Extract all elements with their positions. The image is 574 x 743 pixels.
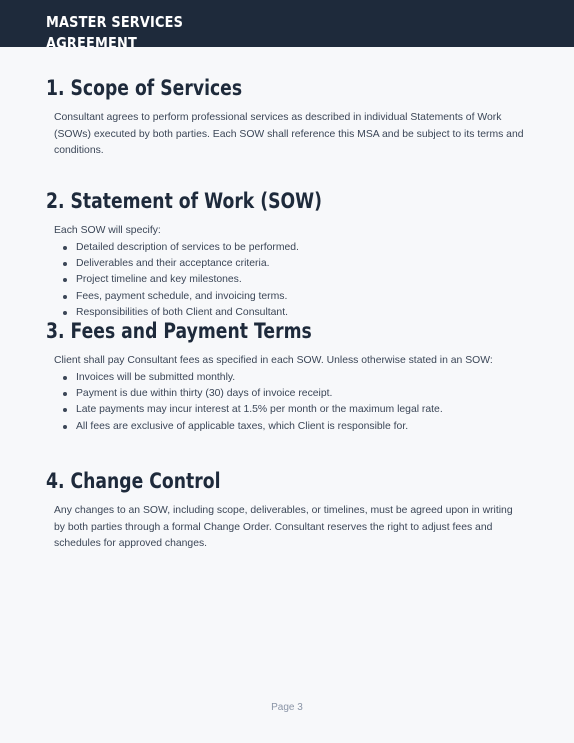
section-fees-and-payment: [46, 317, 526, 435]
bullet-list: [54, 240, 526, 322]
section-heading: 3. Fees and Payment Terms: [46, 319, 312, 343]
list-item: Detailed description of services to be performed.: [54, 240, 526, 256]
section-heading: 1. Scope of Services: [46, 76, 243, 100]
section-heading: 2. Statement of Work (SOW): [46, 189, 323, 213]
bullet-dot-icon: [63, 262, 67, 266]
bullet-list: [54, 370, 526, 436]
list-item: Responsibilities of both Client and Consultant.: [54, 305, 526, 321]
section-change-control: [46, 467, 526, 553]
bullet-dot-icon: [63, 376, 67, 380]
bullet-dot-icon: [63, 295, 67, 299]
bullet-dot-icon: [63, 311, 67, 315]
bullet-dot-icon: [63, 278, 67, 282]
section-paragraph: Consultant agrees to perform professional services as described in individual Statements of Work (SOWs) executed by both parties. Each SOW shall reference this MSA and be subject to its terms and conditions.: [54, 112, 524, 157]
section-paragraph: Any changes to an SOW, including scope, deliverables, or timelines, must be agreed upon in writing by both parties through a formal Change Order. Consultant reserves the right to adjust fees and schedules for approved changes.: [54, 505, 513, 550]
bullet-dot-icon: [63, 425, 67, 429]
section-intro: Each SOW will specify:: [54, 225, 161, 236]
list-item: Deliverables and their acceptance criteria.: [54, 256, 526, 272]
section-intro: Client shall pay Consultant fees as specified in each SOW. Unless otherwise stated in an SOW:: [54, 355, 493, 366]
section-heading: 4. Change Control: [46, 469, 221, 493]
list-item: All fees are exclusive of applicable taxes, which Client is responsible for.: [54, 419, 526, 435]
list-item: Late payments may incur interest at 1.5% per month or the maximum legal rate.: [54, 402, 526, 418]
bullet-dot-icon: [63, 392, 67, 396]
section-scope-of-services: [46, 74, 526, 160]
bullet-dot-icon: [63, 408, 67, 412]
document-header: [0, 0, 574, 47]
section-body: [46, 353, 526, 435]
bullet-dot-icon: [63, 246, 67, 250]
list-item: Invoices will be submitted monthly.: [54, 370, 526, 386]
section-statement-of-work: [46, 187, 526, 322]
page-number: Page 3: [271, 702, 303, 713]
section-body: [46, 223, 526, 322]
document-title: MASTER SERVICES AGREEMENT: [46, 13, 184, 47]
list-item: Fees, payment schedule, and invoicing terms.: [54, 289, 526, 305]
list-item: Payment is due within thirty (30) days of invoice receipt.: [54, 386, 526, 402]
list-item: Project timeline and key milestones.: [54, 272, 526, 288]
